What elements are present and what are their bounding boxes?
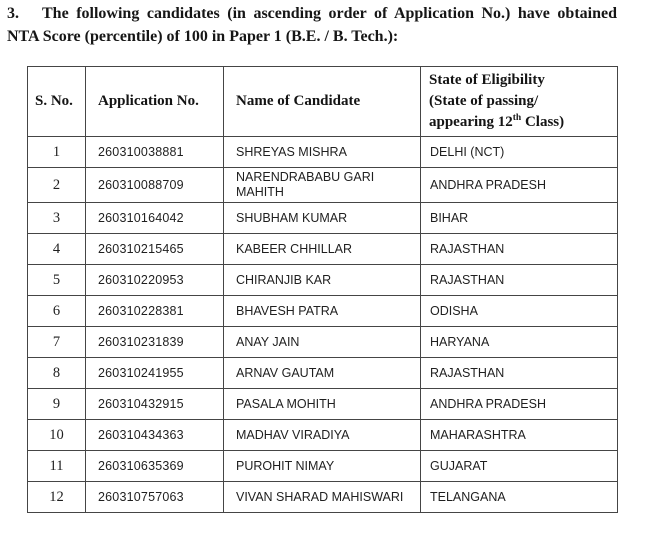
cell-candidate-name: SHUBHAM KUMAR xyxy=(224,203,421,234)
cell-application-no: 260310038881 xyxy=(86,137,224,168)
cell-application-no: 260310220953 xyxy=(86,265,224,296)
header-candidate-name: Name of Candidate xyxy=(224,67,421,137)
cell-sno: 3 xyxy=(28,203,86,234)
cell-state: HARYANA xyxy=(421,327,618,358)
cell-candidate-name: PASALA MOHITH xyxy=(224,389,421,420)
cell-sno: 12 xyxy=(28,482,86,513)
cell-state: ANDHRA PRADESH xyxy=(421,168,618,203)
cell-candidate-name: NARENDRABABU GARI MAHITH xyxy=(224,168,421,203)
cell-sno: 7 xyxy=(28,327,86,358)
cell-candidate-name: PUROHIT NIMAY xyxy=(224,451,421,482)
cell-sno: 9 xyxy=(28,389,86,420)
header-application-no: Application No. xyxy=(86,67,224,137)
cell-state: ANDHRA PRADESH xyxy=(421,389,618,420)
table-body xyxy=(28,137,618,513)
cell-state: RAJASTHAN xyxy=(421,265,618,296)
table-row xyxy=(28,420,618,451)
cell-application-no: 260310231839 xyxy=(86,327,224,358)
cell-state: RAJASTHAN xyxy=(421,234,618,265)
table-row xyxy=(28,265,618,296)
cell-candidate-name: CHIRANJIB KAR xyxy=(224,265,421,296)
table-row xyxy=(28,482,618,513)
table-row xyxy=(28,327,618,358)
cell-candidate-name: SHREYAS MISHRA xyxy=(224,137,421,168)
paragraph-heading xyxy=(7,3,617,48)
header-state-line2: (State of passing/ xyxy=(429,93,539,109)
header-row xyxy=(28,67,618,137)
cell-state: BIHAR xyxy=(421,203,618,234)
cell-sno: 2 xyxy=(28,168,86,203)
cell-application-no: 260310757063 xyxy=(86,482,224,513)
cell-application-no: 260310164042 xyxy=(86,203,224,234)
cell-state: RAJASTHAN xyxy=(421,358,618,389)
cell-application-no: 260310241955 xyxy=(86,358,224,389)
results-table xyxy=(27,66,618,513)
cell-application-no: 260310215465 xyxy=(86,234,224,265)
header-sno: S. No. xyxy=(28,67,86,137)
cell-candidate-name: ARNAV GAUTAM xyxy=(224,358,421,389)
cell-sno: 8 xyxy=(28,358,86,389)
cell-sno: 1 xyxy=(28,137,86,168)
cell-application-no: 260310434363 xyxy=(86,420,224,451)
table-row xyxy=(28,389,618,420)
cell-sno: 5 xyxy=(28,265,86,296)
cell-state: ODISHA xyxy=(421,296,618,327)
cell-state: GUJARAT xyxy=(421,451,618,482)
cell-candidate-name: KABEER CHHILLAR xyxy=(224,234,421,265)
table-row xyxy=(28,203,618,234)
paragraph-number: 3. xyxy=(7,5,19,22)
table-row xyxy=(28,168,618,203)
table-row xyxy=(28,296,618,327)
cell-candidate-name: BHAVESH PATRA xyxy=(224,296,421,327)
cell-state: DELHI (NCT) xyxy=(421,137,618,168)
cell-application-no: 260310088709 xyxy=(86,168,224,203)
cell-candidate-name: ANAY JAIN xyxy=(224,327,421,358)
cell-candidate-name: VIVAN SHARAD MAHISWARI xyxy=(224,482,421,513)
header-state-line3-end: Class) xyxy=(521,114,565,130)
table-row xyxy=(28,137,618,168)
cell-sno: 10 xyxy=(28,420,86,451)
header-state xyxy=(421,67,618,137)
cell-candidate-name: MADHAV VIRADIYA xyxy=(224,420,421,451)
cell-sno: 4 xyxy=(28,234,86,265)
paragraph-text: The following candidates (in ascending order of Application No.) have obtained NTA Score (percentile) of 100 in Paper 1 (B.E. / B. Tech.): xyxy=(7,5,617,45)
cell-application-no: 260310635369 xyxy=(86,451,224,482)
cell-application-no: 260310432915 xyxy=(86,389,224,420)
cell-state: MAHARASHTRA xyxy=(421,420,618,451)
cell-sno: 6 xyxy=(28,296,86,327)
table-row xyxy=(28,234,618,265)
table-row xyxy=(28,451,618,482)
cell-application-no: 260310228381 xyxy=(86,296,224,327)
header-state-line3: appearing 12 xyxy=(429,114,513,130)
header-state-line1: State of Eligibility xyxy=(429,72,545,88)
table-row xyxy=(28,358,618,389)
cell-state: TELANGANA xyxy=(421,482,618,513)
header-state-superscript: th xyxy=(512,113,522,123)
cell-sno: 11 xyxy=(28,451,86,482)
